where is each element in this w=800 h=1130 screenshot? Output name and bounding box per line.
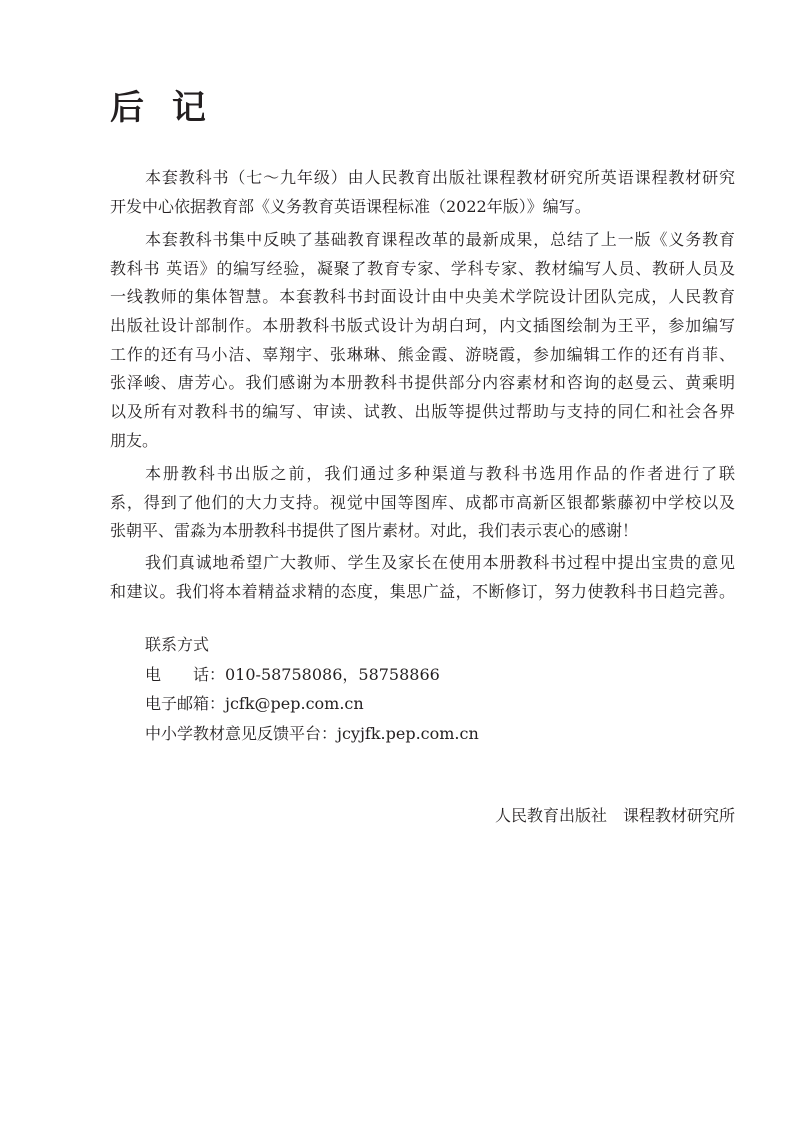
paragraph-line: 系，得到了他们的大力支持。视觉中国等图库、成都市高新区银都紫藤初中学校以及: [110, 492, 735, 512]
paragraph-line: 本套教科书集中反映了基础教育课程改革的最新成果，总结了上一版《义务教育: [145, 230, 735, 249]
paragraph-line: 本套教科书（七～九年级）由人民教育出版社课程教材研究所英语课程教材研究: [145, 168, 735, 187]
contact-heading: 联系方式: [145, 635, 210, 654]
paragraph-line: 工作的还有马小洁、辜翔宇、张琳琳、熊金霞、游晓霞，参加编辑工作的还有肖菲、: [110, 344, 735, 364]
paragraph-line: 开发中心依据教育部《义务教育英语课程标准（2022年版）》编写。: [110, 196, 591, 216]
page-title: 后 记: [110, 88, 214, 128]
paragraph-2: [110, 226, 735, 456]
paragraph-4: [110, 549, 735, 606]
paragraph-line: 和建议。我们将本着精益求精的态度，集思广益，不断修订，努力使教科书日趋完善。: [110, 581, 735, 601]
paragraph-line: 出版社设计部制作。本册教科书版式设计为胡白珂，内文插图绘制为王平，参加编写: [110, 316, 735, 336]
contact-phone: 电 话：010-58758086，58758866: [145, 664, 440, 684]
paragraph-1: [110, 164, 735, 221]
paragraph-line: 张泽峻、唐芳心。我们感谢为本册教科书提供部分内容素材和咨询的赵曼云、黄乘明: [110, 373, 735, 393]
paragraph-line: 一线教师的集体智慧。本套教科书封面设计由中央美术学院设计团队完成，人民教育: [110, 287, 735, 307]
paragraph-line: 我们真诚地希望广大教师、学生及家长在使用本册教科书过程中提出宝贵的意见: [145, 553, 735, 572]
publisher-signature: 人民教育出版社 课程教材研究所: [494, 806, 735, 825]
paragraph-3: [110, 460, 735, 546]
paragraph-line: 朋友。: [110, 430, 159, 450]
paragraph-line: 张朝平、雷淼为本册教科书提供了图片素材。对此，我们表示衷心的感谢！: [110, 521, 639, 541]
paragraph-line: 教科书 英语》的编写经验，凝聚了教育专家、学科专家、教材编写人员、教研人员及: [110, 258, 735, 278]
paragraph-line: 本册教科书出版之前，我们通过多种渠道与教科书选用作品的作者进行了联: [145, 464, 735, 483]
contact-feedback-platform: 中小学教材意见反馈平台：jcyjfk.pep.com.cn: [145, 723, 479, 743]
contact-email: 电子邮箱：jcfk@pep.com.cn: [145, 694, 364, 714]
contact-info: [145, 630, 705, 748]
paragraph-line: 以及所有对教科书的编写、审读、试教、出版等提供过帮助与支持的同仁和社会各界: [110, 402, 735, 422]
